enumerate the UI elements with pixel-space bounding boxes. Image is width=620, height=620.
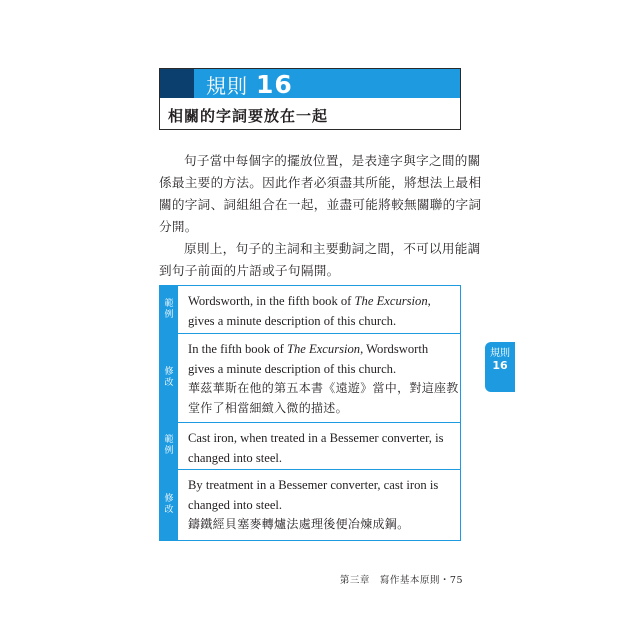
rule-title-bar-accent [160, 69, 194, 98]
example-text [188, 292, 456, 331]
tag-char: 例 [164, 309, 174, 320]
side-rule-tab [485, 342, 515, 392]
side-tab-label: 規則 [490, 348, 510, 359]
translation-line: 鑄鐵經貝塞麥轉爐法處理後便冶煉成鋼。 [188, 517, 410, 531]
example-text [188, 429, 456, 468]
body-paragraph-1 [159, 150, 482, 238]
example-line: Cast iron, when treated in a Bessemer converter, is [188, 431, 444, 445]
revision-row [160, 333, 460, 422]
examples-table [159, 285, 461, 541]
example-line: gives a minute description of this church. [188, 313, 397, 328]
revision-line: gives a minute description of this church. [188, 361, 397, 376]
translation-line: 堂作了相當細緻入微的描述。 [188, 400, 348, 415]
paragraph-line: 到句子前面的片語或子句隔開。 [159, 263, 340, 278]
paragraph-line: 分開。 [159, 219, 198, 234]
revision-line: In the fifth book of The Excursion, Wordsworth [188, 342, 429, 356]
rule-header [159, 68, 461, 130]
rule-title-bar [160, 69, 460, 98]
example-tag [160, 286, 178, 333]
rule-title [206, 69, 293, 98]
revision-line: By treatment in a Bessemer converter, cast iron is [188, 478, 439, 492]
revision-text [188, 340, 459, 418]
paragraph-line: 句子當中每個字的擺放位置，是表達字與字之間的關 [184, 153, 481, 168]
page-footer: 第三章 寫作基本原則・75 [339, 575, 463, 586]
example-line: changed into steel. [188, 450, 283, 465]
tag-char: 範 [164, 435, 174, 445]
example-tag [160, 423, 178, 469]
revision-tag [160, 470, 178, 540]
revision-line: changed into steel. [188, 497, 283, 512]
rule-label: 規則 [206, 74, 248, 98]
revision-text [188, 476, 456, 535]
tag-char: 修 [164, 494, 174, 504]
revision-tag [160, 334, 178, 422]
body-paragraph-2 [159, 238, 481, 282]
translation-line: 華茲華斯在他的第五本書《遠遊》當中，對這座教 [188, 381, 459, 395]
rule-number: 16 [256, 70, 293, 99]
paragraph-line: 關的字詞、詞組組合在一起，並盡可能將較無關聯的字詞 [159, 197, 482, 212]
tag-char: 修 [164, 367, 174, 377]
tag-char: 例 [164, 446, 174, 456]
side-tab-number: 16 [492, 359, 508, 372]
tag-char: 改 [164, 378, 174, 388]
example-line: Wordsworth, in the fifth book of The Excursion, [188, 294, 431, 308]
paragraph-line: 係最主要的方法。因此作者必須盡其所能，將想法上最相 [159, 175, 482, 190]
revision-row [160, 469, 460, 540]
tag-char: 範 [164, 298, 174, 309]
example-row [160, 286, 460, 333]
rule-subtitle: 相關的字詞要放在一起 [168, 107, 329, 125]
example-row [160, 422, 460, 469]
tag-char: 改 [164, 505, 174, 515]
paragraph-line: 原則上，句子的主詞和主要動詞之間，不可以用能調 [184, 241, 481, 256]
